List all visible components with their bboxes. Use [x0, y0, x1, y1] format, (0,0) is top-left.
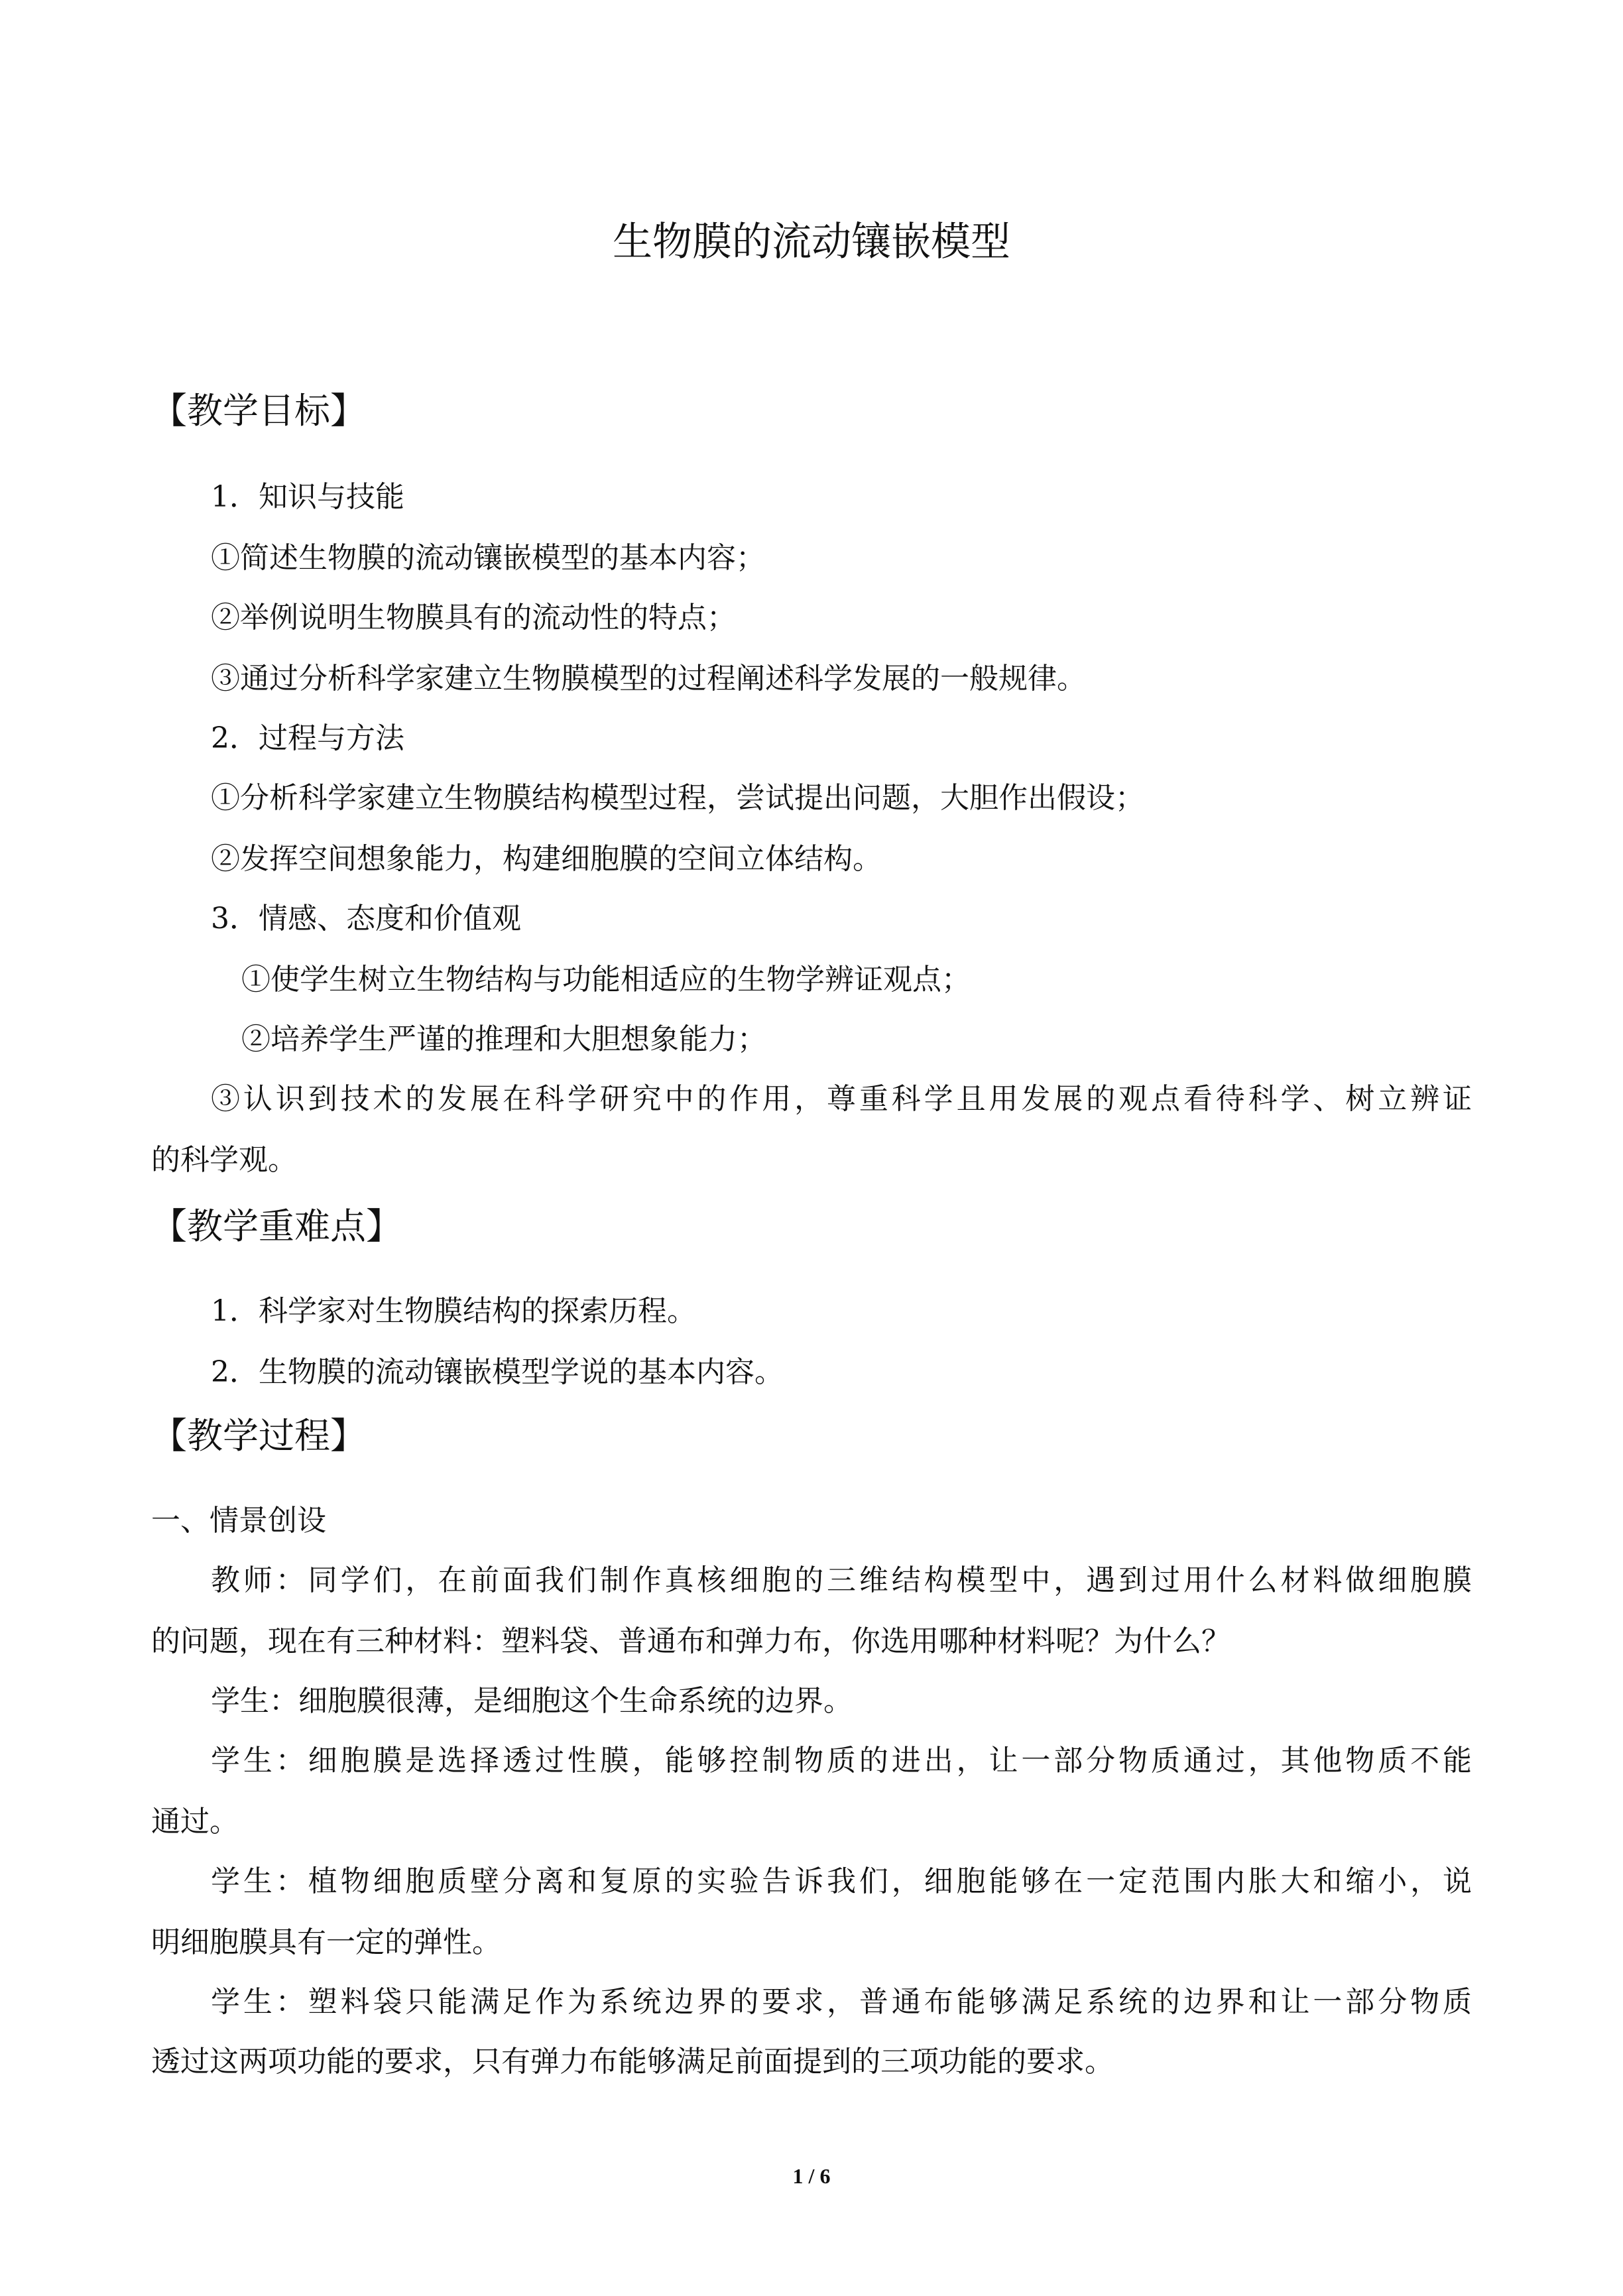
page-number: 1 / 6	[792, 2164, 831, 2188]
process-paragraph-line: 学生：细胞膜是选择透过性膜，能够控制物质的进出，让一部分物质通过，其他物质不能	[211, 1744, 1472, 1778]
objective-item: ①简述生物膜的流动镶嵌模型的基本内容；	[211, 541, 765, 575]
objective-item: 的科学观。	[151, 1143, 297, 1177]
section-heading-objectives: 【教学目标】	[151, 390, 366, 432]
objective-item: ③通过分析科学家建立生物膜模型的过程阐述科学发展的一般规律。	[211, 662, 1086, 695]
process-paragraph-line: 透过这两项功能的要求，只有弹力布能够满足前面提到的三项功能的要求。	[151, 2045, 1114, 2079]
objective-item: ③认识到技术的发展在科学研究中的作用，尊重科学且用发展的观点看待科学、树立辨证	[211, 1082, 1472, 1116]
objective-item: 3．情感、态度和价值观	[211, 902, 521, 936]
objective-item: ①使学生树立生物结构与功能相适应的生物学辨证观点；	[241, 963, 971, 997]
section-heading-process: 【教学过程】	[151, 1415, 366, 1457]
process-paragraph-line: 的问题，现在有三种材料：塑料袋、普通布和弹力布，你选用哪种材料呢？为什么？	[151, 1624, 1231, 1658]
process-paragraph-line: 学生：细胞膜很薄，是细胞这个生命系统的边界。	[211, 1684, 853, 1718]
objective-item: 1．知识与技能	[211, 480, 404, 514]
process-paragraph-line: 学生：塑料袋只能满足作为系统边界的要求，普通布能够满足系统的边界和让一部分物质	[211, 1985, 1472, 2019]
process-paragraph-line: 教师：同学们，在前面我们制作真核细胞的三维结构模型中，遇到过用什么材料做细胞膜	[211, 1563, 1472, 1597]
objective-item: ②举例说明生物膜具有的流动性的特点；	[211, 601, 736, 634]
process-paragraph-line: 明细胞膜具有一定的弹性。	[151, 1925, 501, 1959]
key-point-item: 2．生物膜的流动镶嵌模型学说的基本内容。	[211, 1355, 784, 1389]
objective-item: ①分析科学家建立生物膜结构模型过程，尝试提出问题，大胆作出假设；	[211, 781, 1144, 815]
page-title: 生物膜的流动镶嵌模型	[613, 219, 1010, 265]
key-point-item: 1．科学家对生物膜结构的探索历程。	[211, 1294, 696, 1328]
section-heading-key-points: 【教学重难点】	[151, 1205, 402, 1247]
process-subheading: 一、情景创设	[151, 1504, 326, 1538]
objective-item: ②发挥空间想象能力，构建细胞膜的空间立体结构。	[211, 842, 882, 876]
process-paragraph-line: 通过。	[151, 1805, 239, 1839]
objective-item: 2．过程与方法	[211, 721, 404, 755]
process-paragraph-line: 学生：植物细胞质壁分离和复原的实验告诉我们，细胞能够在一定范围内胀大和缩小，说	[211, 1864, 1472, 1898]
objective-item: ②培养学生严谨的推理和大胆想象能力；	[241, 1022, 766, 1056]
